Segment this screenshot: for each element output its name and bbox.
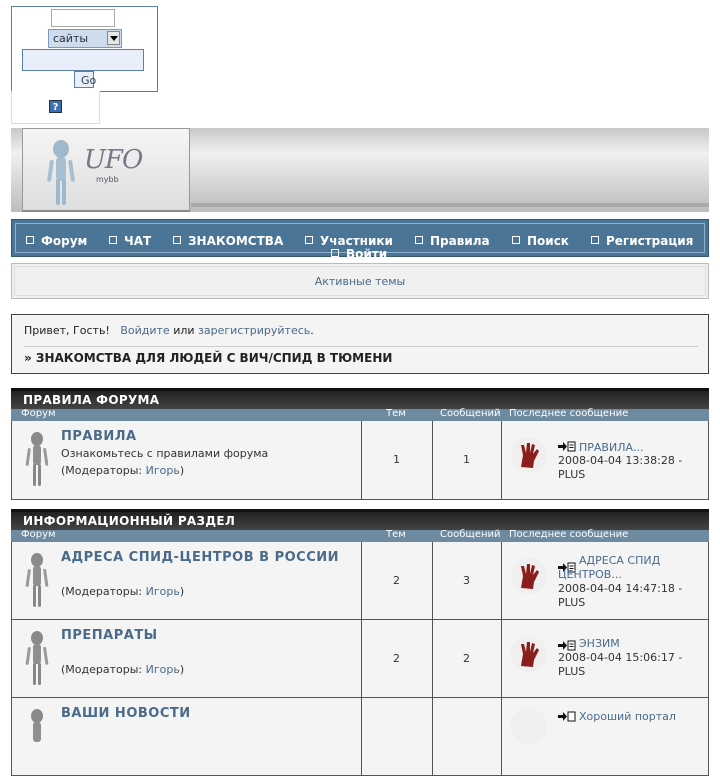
last-post-link[interactable]: Хороший портал — [579, 710, 676, 723]
topics-count: 2 — [393, 652, 400, 665]
col-topics: Тем — [386, 408, 406, 419]
search-scope-value: сайты — [53, 32, 89, 45]
last-post-date: 2008-04-04 15:06:17 - PLUS — [558, 651, 683, 678]
mods-suffix: ) — [179, 464, 185, 477]
topics-count: 1 — [393, 453, 400, 466]
category-title: ПРАВИЛА ФОРУМА — [11, 388, 709, 409]
search-input[interactable] — [22, 49, 144, 71]
col-posts: Сообщений — [440, 529, 501, 540]
posts-count-cell — [432, 421, 502, 499]
nav-item-label: ЗНАКОМСТВА — [188, 234, 284, 248]
board-title: » ЗНАКОМСТВА ДЛЯ ЛЮДЕЙ С ВИЧ/СПИД В ТЮМЕНИ — [24, 351, 393, 365]
posts-count: 2 — [463, 652, 470, 665]
forum-info-cell — [12, 698, 362, 775]
topics-count-cell — [361, 542, 433, 619]
nav-item-search[interactable] — [512, 234, 569, 248]
posts-count: 1 — [463, 453, 470, 466]
mods-prefix: (Модераторы: — [61, 585, 143, 598]
col-forum: Форум — [21, 408, 56, 419]
mods-suffix: ) — [179, 585, 185, 598]
forum-info-cell — [12, 421, 362, 499]
col-last-post: Последнее сообщение — [509, 529, 629, 540]
moderator-link[interactable]: Игорь — [145, 663, 180, 676]
mods-suffix: ) — [179, 663, 185, 676]
main-nav — [11, 219, 709, 261]
col-last-post: Последнее сообщение — [509, 408, 629, 419]
help-widget — [11, 91, 100, 124]
help-icon[interactable]: ? — [49, 100, 62, 113]
nav-item-label: Войти — [346, 247, 388, 261]
topics-count-cell — [361, 421, 433, 499]
last-post-date: 2008-04-04 13:38:28 - PLUS — [558, 454, 683, 481]
posts-count-cell — [432, 542, 502, 619]
active-topics-link[interactable]: Активные темы — [314, 275, 406, 288]
login-link[interactable]: Войдите — [120, 324, 170, 337]
go-button[interactable]: Go — [74, 71, 94, 88]
mods-prefix: (Модераторы: — [61, 464, 143, 477]
header-banner — [11, 128, 709, 212]
forum-row — [11, 542, 709, 620]
category-title: ИНФОРМАЦИОННЫЙ РАЗДЕЛ — [11, 509, 709, 530]
nav-item-label: Регистрация — [606, 234, 694, 248]
alien-forum-icon — [24, 431, 50, 489]
last-post-cell — [501, 421, 708, 499]
welcome-panel — [11, 314, 709, 374]
nav-item-chat[interactable] — [109, 234, 151, 248]
square-bullet-icon — [305, 236, 313, 244]
nav-item-login[interactable] — [331, 248, 387, 260]
handprint-avatar — [511, 558, 547, 594]
register-link[interactable]: зарегистрируйтесь — [198, 324, 311, 337]
handprint-avatar — [511, 708, 547, 744]
square-bullet-icon — [26, 236, 34, 244]
search-scope-select[interactable] — [48, 29, 122, 48]
nav-item-label: Правила — [430, 234, 490, 248]
nav-item-label: Форум — [41, 234, 88, 248]
forum-moderators — [61, 464, 184, 477]
chevron-down-icon[interactable] — [107, 31, 120, 45]
nav-item-label: ЧАТ — [124, 234, 152, 248]
forum-title-link[interactable]: АДРЕСА СПИД-ЦЕНТРОВ В РОССИИ — [61, 550, 340, 565]
welcome-divider — [24, 346, 698, 347]
square-bullet-icon — [591, 236, 599, 244]
posts-count-cell — [432, 620, 502, 697]
active-topics-bar — [11, 263, 709, 299]
nav-item-rules[interactable] — [415, 234, 490, 248]
handprint-avatar — [511, 437, 547, 473]
forum-moderators — [61, 585, 184, 598]
forum-title-link[interactable]: ПРЕПАРАТЫ — [61, 628, 158, 643]
nav-item-register[interactable] — [591, 234, 693, 248]
topics-count-cell — [361, 698, 433, 775]
last-post-cell — [501, 698, 708, 775]
period-text: . — [310, 324, 314, 337]
greeting-text: Привет, Гость! — [24, 324, 110, 337]
column-headers — [11, 530, 709, 542]
nav-item-members[interactable] — [305, 234, 393, 248]
alien-forum-icon — [24, 708, 50, 766]
forum-title-link[interactable]: ПРАВИЛА — [61, 429, 137, 444]
go-to-post-icon[interactable] — [558, 441, 576, 452]
last-post-link[interactable]: ПРАВИЛА... — [579, 441, 644, 454]
category-info — [11, 509, 709, 776]
square-bullet-icon — [512, 236, 520, 244]
alien-logo-icon — [45, 139, 77, 209]
forum-info-cell — [12, 620, 362, 697]
col-forum: Форум — [21, 529, 56, 540]
square-bullet-icon — [173, 236, 181, 244]
site-search-widget — [11, 6, 158, 92]
search-top-input[interactable] — [51, 9, 115, 27]
category-rules — [11, 388, 709, 500]
alien-forum-icon — [24, 630, 50, 688]
site-logo[interactable] — [22, 128, 190, 212]
last-post-link[interactable]: ЭНЗИМ — [579, 637, 620, 650]
column-headers — [11, 409, 709, 421]
handprint-avatar — [511, 636, 547, 672]
last-post-link[interactable]: АДРЕСА СПИД — [579, 554, 661, 567]
last-post-cell — [501, 620, 708, 697]
guest-greeting — [24, 324, 314, 337]
mods-prefix: (Модераторы: — [61, 663, 143, 676]
forum-row — [11, 698, 709, 776]
posts-count: 3 — [463, 574, 470, 587]
last-post-date: 2008-04-04 14:47:18 - PLUS — [558, 582, 683, 609]
forum-description: Ознакомьтесь с правилами форума — [61, 447, 269, 460]
square-bullet-icon — [331, 249, 339, 257]
moderator-link[interactable]: Игорь — [145, 585, 180, 598]
moderator-link[interactable]: Игорь — [145, 464, 180, 477]
logo-text: UFO — [84, 145, 143, 175]
go-to-post-icon[interactable] — [558, 711, 576, 722]
last-post-link-cont[interactable]: ЦЕНТРОВ... — [558, 568, 622, 581]
logo-subtext: mybb — [96, 175, 119, 184]
nav-item-label: Участники — [320, 234, 393, 248]
go-to-post-icon[interactable] — [558, 640, 576, 651]
forum-title-link[interactable]: ВАШИ НОВОСТИ — [61, 706, 191, 721]
col-posts: Сообщений — [440, 408, 501, 419]
forum-moderators — [61, 663, 184, 676]
forum-row — [11, 620, 709, 698]
posts-count-cell — [432, 698, 502, 775]
forum-row — [11, 421, 709, 500]
nav-item-label: Поиск — [527, 234, 569, 248]
square-bullet-icon — [415, 236, 423, 244]
topics-count-cell — [361, 620, 433, 697]
nav-item-dating[interactable] — [173, 234, 283, 248]
forum-info-cell — [12, 542, 362, 619]
or-text: или — [173, 324, 195, 337]
col-topics: Тем — [386, 529, 406, 540]
topics-count: 2 — [393, 574, 400, 587]
alien-forum-icon — [24, 552, 50, 610]
header-divider — [191, 203, 709, 207]
square-bullet-icon — [109, 236, 117, 244]
last-post-cell — [501, 542, 708, 619]
nav-item-forum[interactable] — [26, 234, 87, 248]
